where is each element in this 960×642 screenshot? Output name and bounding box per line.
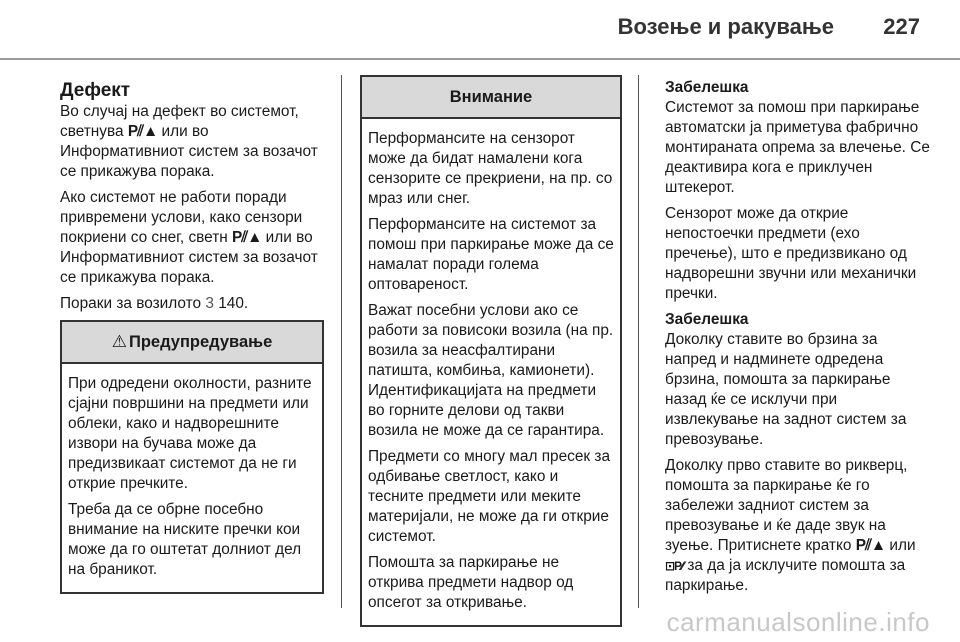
warning-box-body xyxy=(62,364,322,592)
caution-box-title: Внимание xyxy=(449,88,533,106)
caution-paragraph-5: Помошта за паркирање не открива предмети надвор од опсегот за откривање. xyxy=(368,554,574,611)
middle-column xyxy=(360,75,622,627)
parking-assist-icon: P⫽▲ xyxy=(127,123,158,140)
parking-assist-icon: P⫽▲ xyxy=(232,229,262,246)
right-paragraph-2: Доколку прво ставите во рикверц, помошта за паркирање ќе го забележи задниот систем за превозување и ќе даде звук на зуење. Притиснете кратко P⫽▲ или ⊡P⁄⁄ за да ја исклучите помошта за паркирање. xyxy=(665,457,916,594)
caution-paragraph-4: Предмети со многу мал пресек за одбивање светлост, како и тесните предмети или меките материјали, не може да ги открие системот. xyxy=(368,448,611,545)
caution-box xyxy=(360,75,622,627)
page-reference-arrow-icon[interactable]: 3 xyxy=(205,295,214,312)
warning-triangle-icon: ⚠ xyxy=(111,332,127,351)
left-paragraph-2: Ако системот не работи поради привремени услови, како сензори покриени со снег, светн P⫽▲ или во Информативниот систем за возачот се прикажува порака. xyxy=(60,189,318,286)
header-divider xyxy=(0,58,960,60)
caution-paragraph-3: Важат посебни услови ако се работи за повисоки возила (на пр. возила за неасфалтирани патишта, комбиња, камионети). Идентификацијата на предмети во горните делови од такви возила не може да се гарантира. xyxy=(368,302,614,439)
right-column xyxy=(665,78,930,602)
page-title: Возење и ракување xyxy=(617,14,834,39)
warning-box xyxy=(60,320,324,594)
note-text-2: Доколку ставите во брзина за напред и надминете одредена брзина, помошта за паркирање назад ќе се исклучи при извлекување на заднот систем за превозување. xyxy=(665,331,907,448)
caution-paragraph-2: Перформансите на системот за помош при паркирање може да се намалат поради голема оптовареност. xyxy=(368,216,614,293)
page-reference-link[interactable]: 140. xyxy=(218,295,249,312)
watermark: carmanualsonline.info xyxy=(666,607,930,637)
warning-paragraph-1: При одредени околности, разните сјајни површини на предмети или облеки, како и надворешните извори на бучава може да предизвикаат системот да не ги открие пречките. xyxy=(68,375,312,492)
warning-box-title: Предупредување xyxy=(128,333,273,351)
caution-box-header xyxy=(362,77,620,119)
warning-paragraph-2: Треба да се обрне посебно внимание на ниските пречки кои може да го оштетат долниот дел на браникот. xyxy=(68,501,302,578)
left-column xyxy=(60,80,324,594)
note-title-2: Забелешка xyxy=(665,311,749,328)
parking-assist-button-icon: ⊡P⁄⁄ xyxy=(665,559,684,573)
warning-box-header xyxy=(62,322,322,364)
column-divider-left xyxy=(341,75,342,608)
left-paragraph-3: Пораки за возилото 3 140. xyxy=(60,295,249,312)
note-text-1: Системот за помош при паркирање автоматски ја приметува фабрично монтираната опрема за влечење. Се деактивира кога е приклучен штекерот. xyxy=(665,99,930,196)
parking-assist-icon: P⫽▲ xyxy=(855,537,886,554)
caution-paragraph-1: Перформансите на сензорот може да бидат намалени кога сензорите се прекриени, на пр. со мраз или снег. xyxy=(368,130,613,207)
right-paragraph-1: Сензорот може да открие непостоечки предмети (ехо пречење), што е предизвикано од надворешни звучни или механички пречки. xyxy=(665,205,917,302)
left-paragraph-1: Во случај на дефект во системот, светнува P⫽▲ или во Информативниот систем за возачот се прикажува порака. xyxy=(60,103,318,180)
column-divider-right xyxy=(638,75,639,608)
caution-box-body xyxy=(362,119,620,625)
section-heading-defect: Дефект xyxy=(60,80,131,101)
note-title-1: Забелешка xyxy=(665,79,749,96)
page-number: 227 xyxy=(883,14,920,39)
